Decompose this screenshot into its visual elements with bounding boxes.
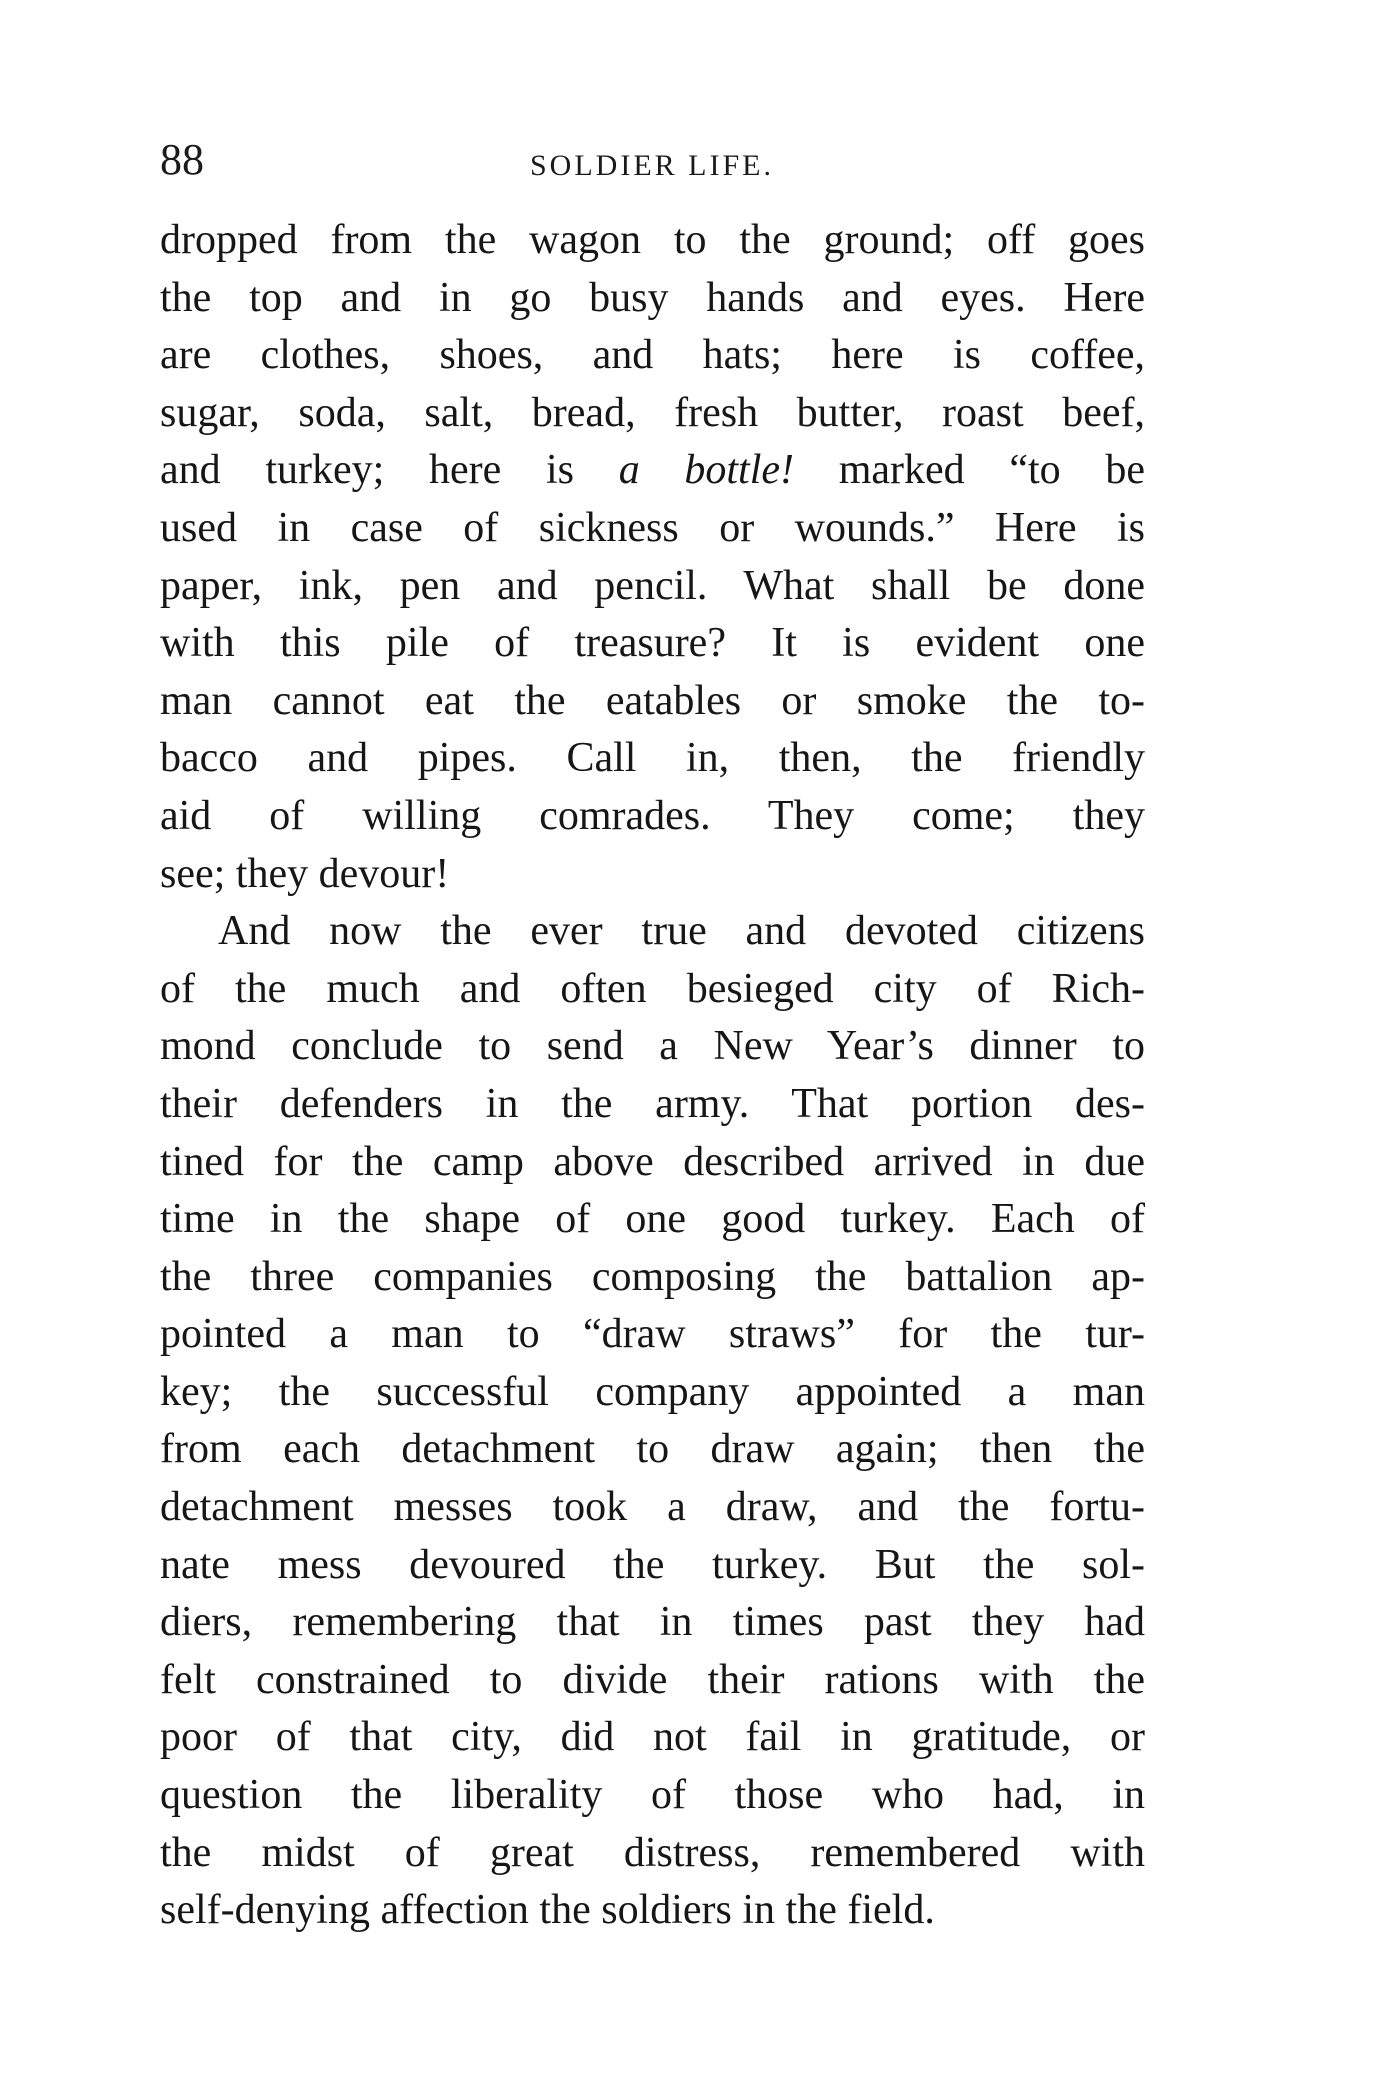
paragraph — [160, 212, 1145, 903]
text-line: from each detachment to draw again; then the — [160, 1426, 1145, 1473]
text-line — [160, 442, 1145, 500]
text-line: see; they devour! — [160, 850, 450, 897]
text-line: are clothes, shoes, and hats; here is coffee, — [160, 332, 1145, 379]
text-line: key; the successful company appointed a man — [160, 1368, 1145, 1415]
text-line: man cannot eat the eatables or smoke the to- — [160, 677, 1145, 724]
text-segment: and turkey; here is — [160, 447, 574, 494]
text-line: self-denying affection the soldiers in the field. — [160, 1887, 935, 1934]
text-line: the top and in go busy hands and eyes. Here — [160, 274, 1145, 321]
text-line: question the liberality of those who had, in — [160, 1772, 1145, 1819]
page-header — [160, 130, 1140, 190]
paragraph — [160, 903, 1145, 1940]
body-text — [160, 212, 1145, 1940]
text-line: tined for the camp above described arrived in due — [160, 1138, 1145, 1185]
text-line: felt constrained to divide their rations with the — [160, 1656, 1145, 1703]
text-line: their defenders in the army. That portion des- — [160, 1080, 1145, 1127]
text-line: with this pile of treasure? It is evident one — [160, 620, 1145, 667]
text-line: diers, remembering that in times past they had — [160, 1599, 1145, 1646]
text-line: sugar, soda, salt, bread, fresh butter, roast beef, — [160, 389, 1145, 436]
text-line: pointed a man to “draw straws” for the tur- — [160, 1311, 1145, 1358]
page-number: 88 — [160, 135, 204, 184]
text-line: the three companies composing the battalion ap- — [160, 1253, 1145, 1300]
text-line: nate mess devoured the turkey. But the sol- — [160, 1541, 1145, 1588]
text-line: And now the ever true and devoted citizens — [218, 908, 1145, 955]
text-segment: marked “to be — [838, 447, 1146, 494]
text-line: bacco and pipes. Call in, then, the friendly — [160, 735, 1145, 782]
text-line: used in case of sickness or wounds.” Here is — [160, 504, 1145, 551]
text-line: of the much and often besieged city of Rich- — [160, 965, 1145, 1012]
italic-phrase: a bottle! — [618, 447, 795, 494]
text-line: the midst of great distress, remembered with — [160, 1829, 1145, 1876]
text-line: time in the shape of one good turkey. Each of — [160, 1196, 1145, 1243]
text-line: paper, ink, pen and pencil. What shall be done — [160, 562, 1145, 609]
text-line: mond conclude to send a New Year’s dinner to — [160, 1023, 1145, 1070]
text-line: dropped from the wagon to the ground; off goes — [160, 217, 1145, 263]
text-line: aid of willing comrades. They come; they — [160, 792, 1145, 839]
text-line: poor of that city, did not fail in gratitude, or — [160, 1714, 1145, 1761]
text-line: detachment messes took a draw, and the fortu- — [160, 1484, 1145, 1531]
running-title: SOLDIER LIFE. — [530, 149, 774, 182]
